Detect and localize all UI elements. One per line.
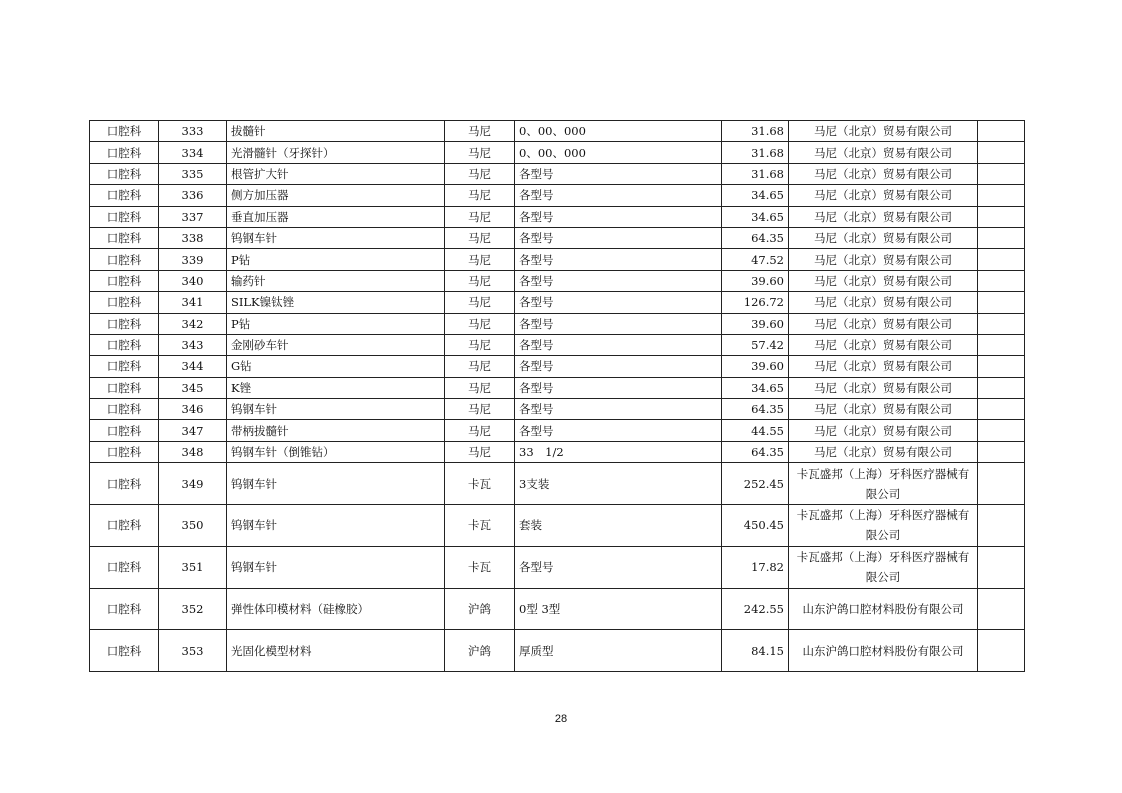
department-cell: 口腔科 — [90, 292, 159, 313]
manufacturer-cell: 马尼（北京）贸易有限公司 — [789, 292, 978, 313]
blank-cell — [978, 142, 1025, 163]
product-price-table — [89, 120, 1025, 672]
product-name-cell: 根管扩大针 — [227, 163, 445, 184]
price-cell: 57.42 — [722, 334, 789, 355]
product-name-cell: 钨钢车针 — [227, 227, 445, 248]
table-row — [90, 334, 1025, 355]
department-cell: 口腔科 — [90, 356, 159, 377]
table-row — [90, 249, 1025, 270]
brand-cell: 马尼 — [445, 356, 515, 377]
blank-cell — [978, 356, 1025, 377]
manufacturer-cell: 马尼（北京）贸易有限公司 — [789, 441, 978, 462]
price-cell: 31.68 — [722, 142, 789, 163]
price-cell: 84.15 — [722, 630, 789, 672]
table-row — [90, 206, 1025, 227]
blank-cell — [978, 292, 1025, 313]
manufacturer-cell: 马尼（北京）贸易有限公司 — [789, 185, 978, 206]
table-row — [90, 546, 1025, 588]
product-name-cell: K锉 — [227, 377, 445, 398]
department-cell: 口腔科 — [90, 630, 159, 672]
blank-cell — [978, 206, 1025, 227]
brand-cell: 卡瓦 — [445, 463, 515, 505]
manufacturer-cell: 卡瓦盛邦（上海）牙科医疗器械有限公司 — [789, 546, 978, 588]
item-number-cell: 342 — [159, 313, 227, 334]
department-cell: 口腔科 — [90, 142, 159, 163]
price-cell: 126.72 — [722, 292, 789, 313]
item-number-cell: 335 — [159, 163, 227, 184]
specification-cell: 各型号 — [515, 399, 722, 420]
blank-cell — [978, 399, 1025, 420]
item-number-cell: 340 — [159, 270, 227, 291]
product-name-cell: 垂直加压器 — [227, 206, 445, 227]
table-row — [90, 505, 1025, 547]
department-cell: 口腔科 — [90, 505, 159, 547]
brand-cell: 马尼 — [445, 313, 515, 334]
table-row — [90, 121, 1025, 142]
blank-cell — [978, 185, 1025, 206]
blank-cell — [978, 313, 1025, 334]
item-number-cell: 346 — [159, 399, 227, 420]
specification-cell: 各型号 — [515, 546, 722, 588]
brand-cell: 卡瓦 — [445, 546, 515, 588]
brand-cell: 马尼 — [445, 249, 515, 270]
price-cell: 34.65 — [722, 185, 789, 206]
blank-cell — [978, 546, 1025, 588]
department-cell: 口腔科 — [90, 399, 159, 420]
specification-cell: 0型 3型 — [515, 588, 722, 630]
brand-cell: 马尼 — [445, 420, 515, 441]
manufacturer-cell: 马尼（北京）贸易有限公司 — [789, 420, 978, 441]
department-cell: 口腔科 — [90, 206, 159, 227]
department-cell: 口腔科 — [90, 334, 159, 355]
product-name-cell: 光固化模型材料 — [227, 630, 445, 672]
price-cell: 39.60 — [722, 313, 789, 334]
blank-cell — [978, 420, 1025, 441]
product-name-cell: 输药针 — [227, 270, 445, 291]
blank-cell — [978, 588, 1025, 630]
page-number: 28 — [554, 713, 568, 725]
specification-cell: 各型号 — [515, 206, 722, 227]
brand-cell: 马尼 — [445, 441, 515, 462]
specification-cell: 各型号 — [515, 313, 722, 334]
specification-cell: 33 1/2 — [515, 441, 722, 462]
specification-cell: 各型号 — [515, 377, 722, 398]
price-cell: 242.55 — [722, 588, 789, 630]
department-cell: 口腔科 — [90, 377, 159, 398]
department-cell: 口腔科 — [90, 249, 159, 270]
specification-cell: 0、00、000 — [515, 121, 722, 142]
price-cell: 31.68 — [722, 163, 789, 184]
item-number-cell: 336 — [159, 185, 227, 206]
table-row — [90, 185, 1025, 206]
brand-cell: 马尼 — [445, 206, 515, 227]
price-cell: 39.60 — [722, 270, 789, 291]
specification-cell: 各型号 — [515, 185, 722, 206]
item-number-cell: 339 — [159, 249, 227, 270]
manufacturer-cell: 山东沪鸽口腔材料股份有限公司 — [789, 588, 978, 630]
item-number-cell: 350 — [159, 505, 227, 547]
specification-cell: 套装 — [515, 505, 722, 547]
price-cell: 31.68 — [722, 121, 789, 142]
table-row — [90, 142, 1025, 163]
price-cell: 44.55 — [722, 420, 789, 441]
table-row — [90, 420, 1025, 441]
specification-cell: 各型号 — [515, 227, 722, 248]
table-body — [90, 121, 1025, 672]
blank-cell — [978, 227, 1025, 248]
manufacturer-cell: 马尼（北京）贸易有限公司 — [789, 142, 978, 163]
brand-cell: 马尼 — [445, 377, 515, 398]
table-row — [90, 399, 1025, 420]
table-row — [90, 630, 1025, 672]
specification-cell: 各型号 — [515, 163, 722, 184]
item-number-cell: 351 — [159, 546, 227, 588]
blank-cell — [978, 630, 1025, 672]
table-row — [90, 463, 1025, 505]
manufacturer-cell: 马尼（北京）贸易有限公司 — [789, 356, 978, 377]
brand-cell: 卡瓦 — [445, 505, 515, 547]
blank-cell — [978, 249, 1025, 270]
item-number-cell: 344 — [159, 356, 227, 377]
brand-cell: 马尼 — [445, 185, 515, 206]
department-cell: 口腔科 — [90, 185, 159, 206]
item-number-cell: 349 — [159, 463, 227, 505]
blank-cell — [978, 377, 1025, 398]
department-cell: 口腔科 — [90, 227, 159, 248]
blank-cell — [978, 505, 1025, 547]
item-number-cell: 338 — [159, 227, 227, 248]
item-number-cell: 352 — [159, 588, 227, 630]
manufacturer-cell: 马尼（北京）贸易有限公司 — [789, 249, 978, 270]
manufacturer-cell: 马尼（北京）贸易有限公司 — [789, 377, 978, 398]
item-number-cell: 353 — [159, 630, 227, 672]
specification-cell: 各型号 — [515, 356, 722, 377]
manufacturer-cell: 马尼（北京）贸易有限公司 — [789, 399, 978, 420]
specification-cell: 各型号 — [515, 292, 722, 313]
brand-cell: 马尼 — [445, 227, 515, 248]
specification-cell: 厚质型 — [515, 630, 722, 672]
product-name-cell: P钻 — [227, 313, 445, 334]
price-cell: 34.65 — [722, 377, 789, 398]
brand-cell: 马尼 — [445, 163, 515, 184]
product-name-cell: SILK镍钛锉 — [227, 292, 445, 313]
item-number-cell: 334 — [159, 142, 227, 163]
table-row — [90, 270, 1025, 291]
price-cell: 17.82 — [722, 546, 789, 588]
department-cell: 口腔科 — [90, 546, 159, 588]
price-cell: 64.35 — [722, 441, 789, 462]
brand-cell: 马尼 — [445, 399, 515, 420]
item-number-cell: 337 — [159, 206, 227, 227]
blank-cell — [978, 463, 1025, 505]
department-cell: 口腔科 — [90, 270, 159, 291]
blank-cell — [978, 163, 1025, 184]
price-cell: 252.45 — [722, 463, 789, 505]
department-cell: 口腔科 — [90, 121, 159, 142]
blank-cell — [978, 441, 1025, 462]
price-cell: 64.35 — [722, 399, 789, 420]
product-name-cell: 钨钢车针（倒锥钻） — [227, 441, 445, 462]
specification-cell: 各型号 — [515, 334, 722, 355]
table-row — [90, 313, 1025, 334]
product-name-cell: 金刚砂车针 — [227, 334, 445, 355]
price-cell: 34.65 — [722, 206, 789, 227]
item-number-cell: 347 — [159, 420, 227, 441]
brand-cell: 马尼 — [445, 292, 515, 313]
item-number-cell: 333 — [159, 121, 227, 142]
product-name-cell: 拔髓针 — [227, 121, 445, 142]
item-number-cell: 345 — [159, 377, 227, 398]
product-name-cell: G钻 — [227, 356, 445, 377]
manufacturer-cell: 马尼（北京）贸易有限公司 — [789, 313, 978, 334]
brand-cell: 马尼 — [445, 270, 515, 291]
product-name-cell: 钨钢车针 — [227, 463, 445, 505]
price-cell: 64.35 — [722, 227, 789, 248]
product-name-cell: 钨钢车针 — [227, 546, 445, 588]
department-cell: 口腔科 — [90, 463, 159, 505]
table-row — [90, 441, 1025, 462]
blank-cell — [978, 270, 1025, 291]
product-name-cell: 光滑髓针（牙探针） — [227, 142, 445, 163]
manufacturer-cell: 马尼（北京）贸易有限公司 — [789, 163, 978, 184]
manufacturer-cell: 马尼（北京）贸易有限公司 — [789, 334, 978, 355]
manufacturer-cell: 马尼（北京）贸易有限公司 — [789, 206, 978, 227]
table-row — [90, 356, 1025, 377]
product-name-cell: 侧方加压器 — [227, 185, 445, 206]
department-cell: 口腔科 — [90, 163, 159, 184]
manufacturer-cell: 马尼（北京）贸易有限公司 — [789, 227, 978, 248]
price-cell: 450.45 — [722, 505, 789, 547]
table-row — [90, 163, 1025, 184]
product-name-cell: 带柄拔髓针 — [227, 420, 445, 441]
item-number-cell: 341 — [159, 292, 227, 313]
manufacturer-cell: 山东沪鸽口腔材料股份有限公司 — [789, 630, 978, 672]
brand-cell: 马尼 — [445, 121, 515, 142]
specification-cell: 各型号 — [515, 270, 722, 291]
blank-cell — [978, 334, 1025, 355]
product-name-cell: 弹性体印模材料（硅橡胶） — [227, 588, 445, 630]
specification-cell: 3支装 — [515, 463, 722, 505]
blank-cell — [978, 121, 1025, 142]
department-cell: 口腔科 — [90, 441, 159, 462]
item-number-cell: 348 — [159, 441, 227, 462]
brand-cell: 马尼 — [445, 142, 515, 163]
item-number-cell: 343 — [159, 334, 227, 355]
price-cell: 47.52 — [722, 249, 789, 270]
specification-cell: 各型号 — [515, 420, 722, 441]
price-cell: 39.60 — [722, 356, 789, 377]
manufacturer-cell: 马尼（北京）贸易有限公司 — [789, 270, 978, 291]
department-cell: 口腔科 — [90, 313, 159, 334]
manufacturer-cell: 卡瓦盛邦（上海）牙科医疗器械有限公司 — [789, 463, 978, 505]
specification-cell: 各型号 — [515, 249, 722, 270]
manufacturer-cell: 马尼（北京）贸易有限公司 — [789, 121, 978, 142]
specification-cell: 0、00、000 — [515, 142, 722, 163]
table-row — [90, 588, 1025, 630]
brand-cell: 沪鸽 — [445, 588, 515, 630]
department-cell: 口腔科 — [90, 420, 159, 441]
brand-cell: 沪鸽 — [445, 630, 515, 672]
manufacturer-cell: 卡瓦盛邦（上海）牙科医疗器械有限公司 — [789, 505, 978, 547]
product-name-cell: 钨钢车针 — [227, 505, 445, 547]
department-cell: 口腔科 — [90, 588, 159, 630]
product-name-cell: 钨钢车针 — [227, 399, 445, 420]
brand-cell: 马尼 — [445, 334, 515, 355]
table-row — [90, 227, 1025, 248]
table-row — [90, 292, 1025, 313]
product-name-cell: P钻 — [227, 249, 445, 270]
table-row — [90, 377, 1025, 398]
